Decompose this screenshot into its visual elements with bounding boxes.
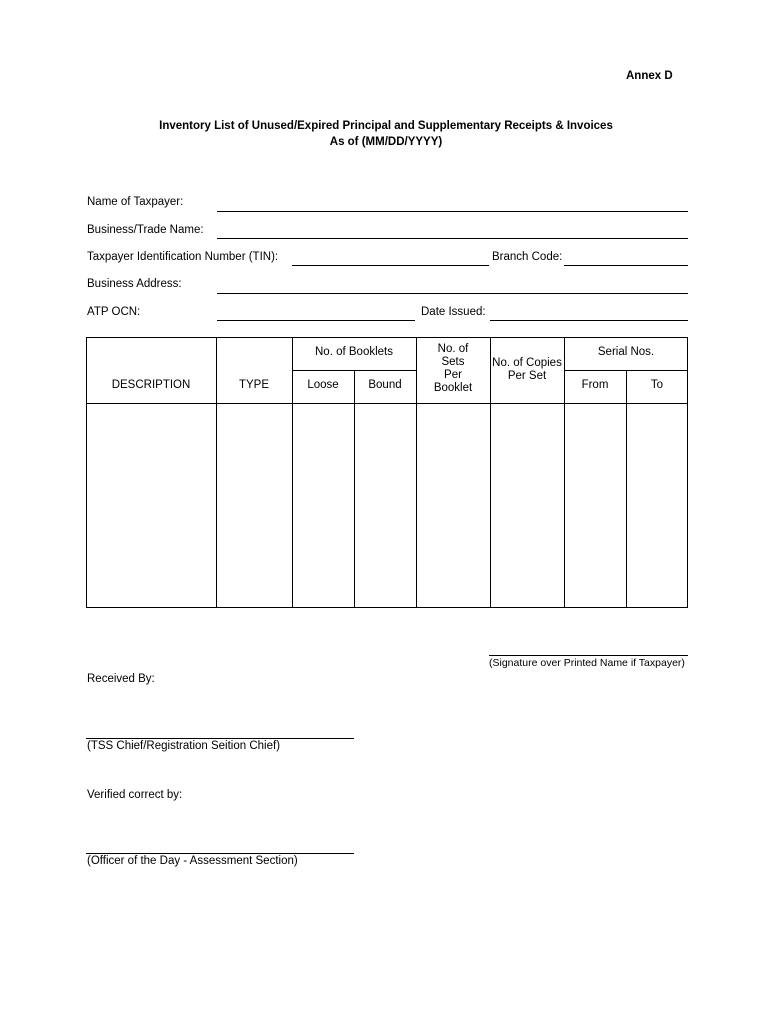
header-from: From xyxy=(581,379,609,391)
taxpayer-name-label: Name of Taxpayer: xyxy=(87,196,184,208)
header-copies-line: No. of Copies xyxy=(492,357,562,369)
header-sets-line: Booklet xyxy=(433,382,473,394)
header-to: To xyxy=(650,379,664,391)
business-address-line[interactable] xyxy=(217,293,688,294)
form-title: Inventory List of Unused/Expired Principal and Supplementary Receipts & Invoices xyxy=(159,120,613,132)
table-body[interactable] xyxy=(86,404,688,608)
header-copies-line: Per Set xyxy=(507,370,547,382)
inventory-table xyxy=(86,337,688,608)
header-description: DESCRIPTION xyxy=(111,379,191,391)
taxpayer-name-line[interactable] xyxy=(217,211,688,212)
tin-line[interactable] xyxy=(292,265,489,266)
branch-code-label: Branch Code: xyxy=(492,251,563,263)
header-no-of-booklets: No. of Booklets xyxy=(315,346,393,358)
header-sets-line: Sets xyxy=(441,356,465,368)
taxpayer-signature-caption: (Signature over Printed Name if Taxpayer) xyxy=(489,657,685,669)
date-issued-label: Date Issued: xyxy=(421,306,486,318)
taxpayer-signature-line[interactable] xyxy=(489,655,688,656)
row-divider xyxy=(292,370,416,371)
header-sets-line: Per xyxy=(444,369,462,381)
atp-ocn-label: ATP OCN: xyxy=(87,306,141,318)
row-divider xyxy=(564,370,688,371)
business-address-label: Business Address: xyxy=(87,278,182,290)
trade-name-line[interactable] xyxy=(217,238,688,239)
branch-code-line[interactable] xyxy=(564,265,688,266)
header-sets-line: No. of xyxy=(437,343,469,355)
header-sets-per-booklet xyxy=(416,343,490,395)
officer-signature-line[interactable] xyxy=(86,853,354,854)
annex-label: Annex D xyxy=(626,70,673,82)
header-type: TYPE xyxy=(238,379,270,391)
form-subtitle: As of (MM/DD/YYYY) xyxy=(329,136,443,148)
header-serial-nos: Serial Nos. xyxy=(597,346,655,358)
header-loose: Loose xyxy=(307,379,339,391)
trade-name-label: Business/Trade Name: xyxy=(87,224,204,236)
received-by-label: Received By: xyxy=(87,673,155,685)
date-issued-line[interactable] xyxy=(490,320,688,321)
header-copies-per-set xyxy=(490,357,564,383)
tin-label: Taxpayer Identification Number (TIN): xyxy=(87,251,279,263)
tss-signature-line[interactable] xyxy=(86,738,354,739)
tss-signature-caption: (TSS Chief/Registration Seition Chief) xyxy=(87,740,281,752)
verified-by-label: Verified correct by: xyxy=(87,789,183,801)
officer-signature-caption: (Officer of the Day - Assessment Section) xyxy=(87,855,298,867)
atp-ocn-line[interactable] xyxy=(217,320,415,321)
header-bound: Bound xyxy=(368,379,402,391)
